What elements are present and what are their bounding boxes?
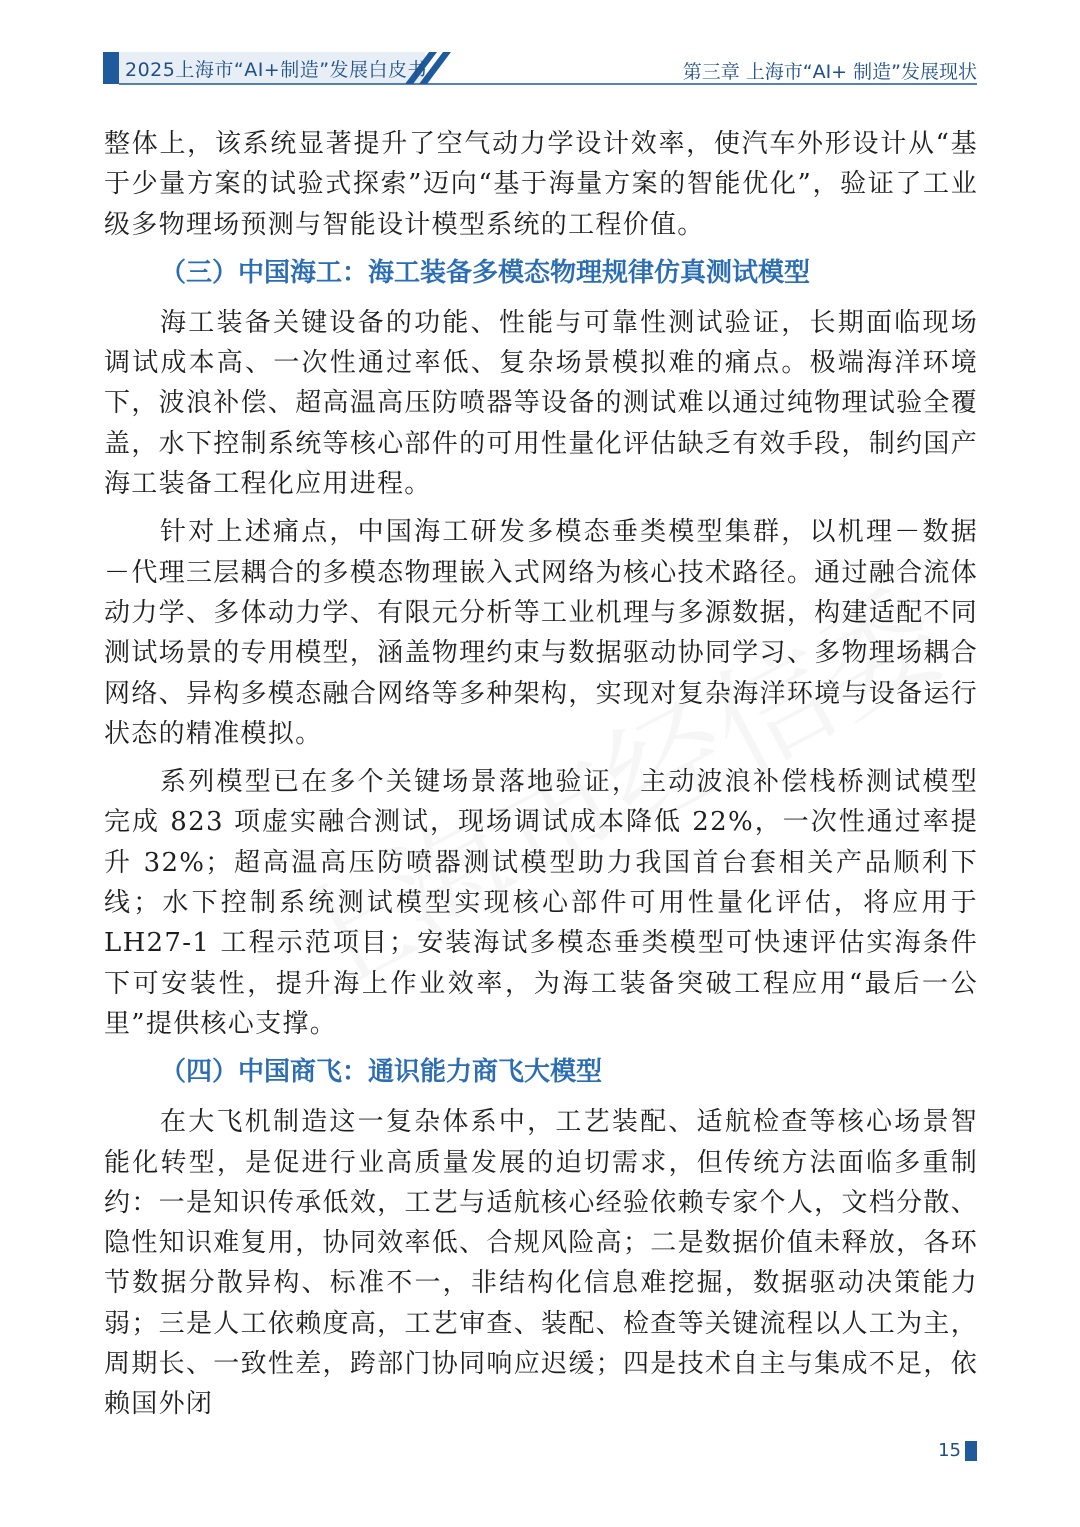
header-right-title: 第三章 上海市“AI+ 制造”发展现状 <box>682 61 977 83</box>
page-content <box>104 124 978 1433</box>
paragraph-summary: 整体上，该系统显著提升了空气动力学设计效率，使汽车外形设计从“基于少量方案的试验式探索”迈向“基于海量方案的智能优化”，验证了工业级多物理场预测与智能设计模型系统的工程价值。 <box>104 129 978 240</box>
page-number-marker <box>965 1441 977 1461</box>
section-heading-4: （四）中国商飞：通识能力商飞大模型 <box>160 1057 603 1088</box>
header-left-title: 2025上海市“AI+制造”发展白皮书 <box>125 59 428 81</box>
page-number <box>938 1440 977 1461</box>
paragraph-comac: 在大飞机制造这一复杂体系中，工艺装配、适航检查等核心场景智能化转型，是促进行业高质量发展的迫切需求，但传统方法面临多重制约：一是知识传承低效，工艺与适航核心经验依赖专家个人，文档分散、隐性知识难复用，协同效率低、合规风险高；二是数据价值未释放，各环节数据分散异构、标准不一，非结构化信息难挖掘，数据驱动决策能力弱；三是人工依赖度高，工艺审查、装配、检查等关键流程以人工为主，周期长、一致性差，跨部门协同响应迟缓；四是技术自主与集成不足，依赖国外闭 <box>104 1107 978 1420</box>
page-header <box>103 52 977 86</box>
paragraph-pain-points: 海工装备关键设备的功能、性能与可靠性测试验证，长期面临现场调试成本高、一次性通过率低、复杂场景模拟难的痛点。极端海洋环境下，波浪补偿、超高温高压防喷器等设备的测试难以通过纯物理试验全覆盖，水下控制系统等核心部件的可用性量化评估缺乏有效手段，制约国产海工装备工程化应用进程。 <box>104 307 978 500</box>
page-number-text: 15 <box>938 1440 961 1461</box>
section-heading-3: （三）中国海工：海工装备多模态物理规律仿真测试模型 <box>160 257 811 288</box>
paragraph-solution: 针对上述痛点，中国海工研发多模态垂类模型集群，以机理－数据－代理三层耦合的多模态物理嵌入式网络为核心技术路径。通过融合流体动力学、多体动力学、有限元分析等工业机理与多源数据，构建适配不同测试场景的专用模型，涵盖物理约束与数据驱动协同学习、多物理场耦合网络、异构多模态融合网络等多种架构，实现对复杂海洋环境与设备运行状态的精准模拟。 <box>104 517 978 749</box>
paragraph-results: 系列模型已在多个关键场景落地验证，主动波浪补偿栈桥测试模型完成 823 项虚实融合测试，现场调试成本降低 22%，一次性通过率提升 32%；超高温高压防喷器测试模型助力我国首台套相关产品顺利下线；水下控制系统测试模型实现核心部件可用性量化评估，将应用于 LH27-1 工程示范项目；安装海试多模态垂类模型可快速评估实海条件下可安装性，提升海上作业效率，为海工装备突破工程应用“最后一公里”提供核心支撑。 <box>104 767 978 1039</box>
